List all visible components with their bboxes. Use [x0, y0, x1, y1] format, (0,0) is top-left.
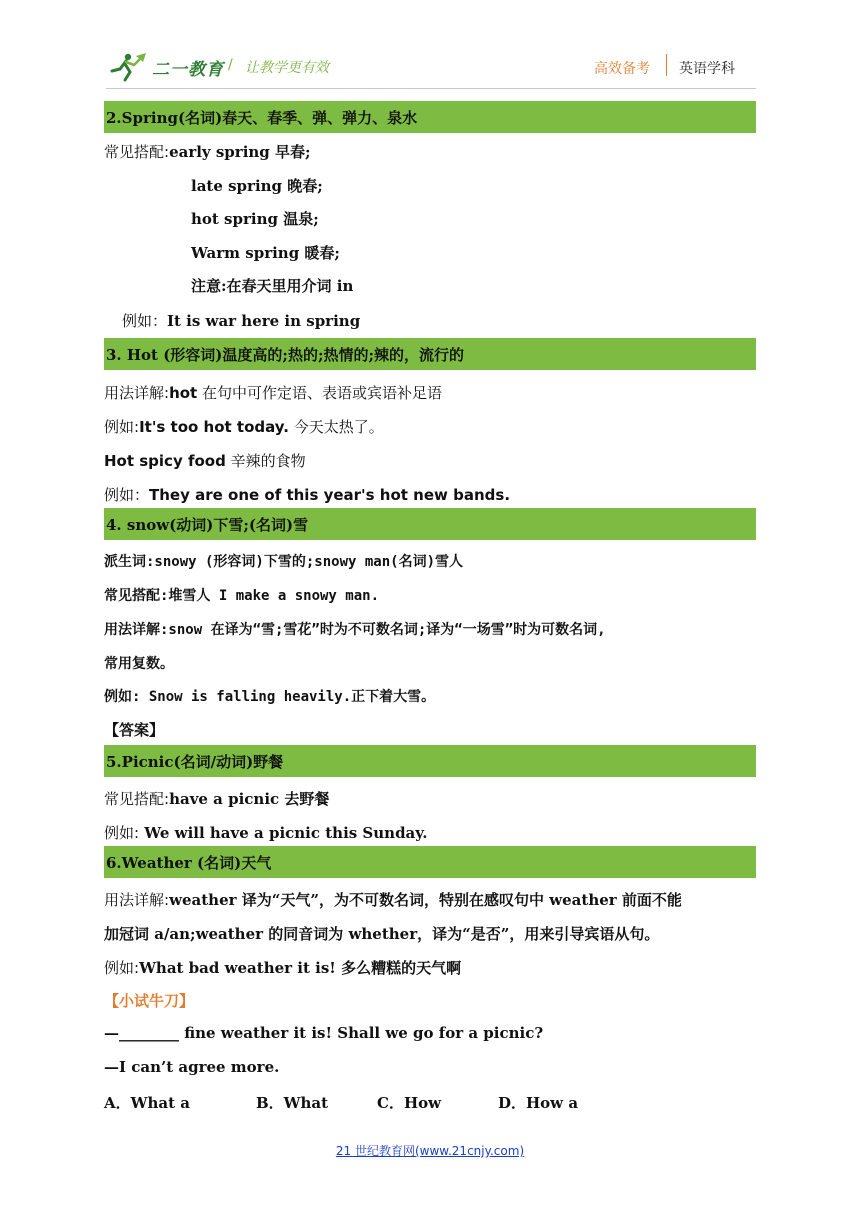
section-3-title: 3. Hot (形容词)温度高的;热的;热情的;辣的，流行的 — [106, 346, 465, 364]
quiz-option-d[interactable]: D．How a — [498, 1094, 579, 1112]
sec4-line-1: 派生词:snowy (形容词)下雪的;snowy man(名词)雪人 — [104, 554, 464, 570]
header-separator — [666, 54, 667, 76]
sec2-note: 注意:在春天里用介词 in — [191, 277, 354, 295]
collocation-label: 常见搭配: — [104, 790, 170, 808]
sec2-line-2: late spring 晚春; — [191, 177, 323, 195]
header-tag-exam: 高效备考 — [594, 61, 650, 77]
answer-heading: 【答案】 — [104, 721, 165, 739]
quiz-option-a[interactable]: A．What a — [104, 1094, 190, 1112]
quiz-response: —I can’t agree more. — [104, 1058, 280, 1076]
collocation-text: have a picnic 去野餐 — [169, 790, 330, 808]
section-6-heading — [104, 846, 756, 878]
example-label: 例如： — [104, 486, 150, 504]
example-label: 例如: — [104, 418, 140, 436]
example-label: 例如: — [104, 959, 140, 977]
collocation-label: 常见搭配: — [104, 143, 170, 161]
example-translation: 今天太热了。 — [288, 418, 384, 436]
header-tag-subject: 英语学科 — [679, 61, 735, 77]
sec6-line-1 — [104, 889, 682, 910]
sec2-example — [122, 310, 360, 331]
section-3-heading — [104, 338, 756, 370]
footer-link[interactable]: 21 世纪教育网(www.21cnjy.com) — [335, 1144, 525, 1158]
phrase-translation: 辛辣的食物 — [225, 452, 306, 470]
logo-slogan: 让教学更有效 — [245, 60, 329, 76]
usage-label: 用法详解: — [104, 384, 170, 402]
sec3-line-2 — [104, 416, 384, 437]
sec4-line-2: 常见搭配:堆雪人 I make a snowy man. — [104, 588, 380, 604]
example-label: 例如: — [104, 824, 140, 842]
sec6-line-3 — [104, 957, 461, 978]
logo-text: 二一教育 — [152, 60, 224, 80]
sec3-line-3 — [104, 450, 306, 471]
sec5-line-1 — [104, 788, 329, 809]
section-5-heading — [104, 745, 756, 777]
header-rule — [106, 88, 756, 89]
sec3-line-1 — [104, 382, 442, 403]
sec5-line-2 — [104, 822, 428, 843]
example-sentence: They are one of this year's hot new bands. — [149, 486, 511, 504]
runner-logo-icon — [108, 52, 148, 82]
usage-label: 用法详解: — [104, 891, 170, 909]
sec4-line-5: 例如: Snow is falling heavily.正下着大雪。 — [104, 689, 436, 705]
section-6-title: 6.Weather (名词)天气 — [106, 854, 272, 872]
phrase: Hot spicy food — [104, 452, 226, 470]
sec6-line-2: 加冠词 a/an;weather 的同音词为 whether，译为“是否”，用来引导宾语从句。 — [104, 925, 660, 943]
section-5-title: 5.Picnic(名词/动词)野餐 — [106, 753, 284, 771]
section-4-heading — [104, 508, 756, 540]
sec2-line-4: Warm spring 暖春; — [191, 244, 340, 262]
quiz-option-c[interactable]: C．How — [377, 1094, 442, 1112]
sec3-line-4 — [104, 484, 510, 505]
section-2-heading — [104, 101, 756, 133]
logo-divider: / — [228, 57, 233, 73]
sec4-line-4: 常用复数。 — [104, 656, 174, 672]
quiz-option-b[interactable]: B．What — [256, 1094, 329, 1112]
sec4-line-3: 用法详解:snow 在译为“雪;雪花”时为不可数名词;译为“一场雪”时为可数名词, — [104, 622, 606, 638]
sec2-line-3: hot spring 温泉; — [191, 210, 319, 228]
page-header — [0, 0, 860, 95]
example-text: We will have a picnic this Sunday. — [139, 824, 428, 842]
sec2-line-1 — [104, 141, 311, 162]
example-sentence: It's too hot today. — [139, 418, 289, 436]
example-label: 例如： — [122, 312, 168, 330]
quiz-heading: 【小试牛刀】 — [104, 992, 195, 1010]
collocation-text: early spring 早春; — [169, 143, 311, 161]
usage-text: 在句中可作定语、表语或宾语补足语 — [197, 384, 442, 402]
example-text: What bad weather it is! 多么糟糕的天气啊 — [139, 959, 462, 977]
usage-keyword: hot — [169, 384, 198, 402]
quiz-question: —________ fine weather it is! Shall we go for a picnic? — [104, 1024, 544, 1042]
example-text: It is war here in spring — [167, 312, 361, 330]
section-4-title: 4. snow(动词)下雪;(名词)雪 — [106, 516, 309, 534]
usage-text: weather 译为“天气”，为不可数名词，特别在感叹句中 weather 前面不能 — [169, 891, 682, 909]
section-2-title: 2.Spring(名词)春天、春季、弹、弹力、泉水 — [106, 109, 418, 127]
